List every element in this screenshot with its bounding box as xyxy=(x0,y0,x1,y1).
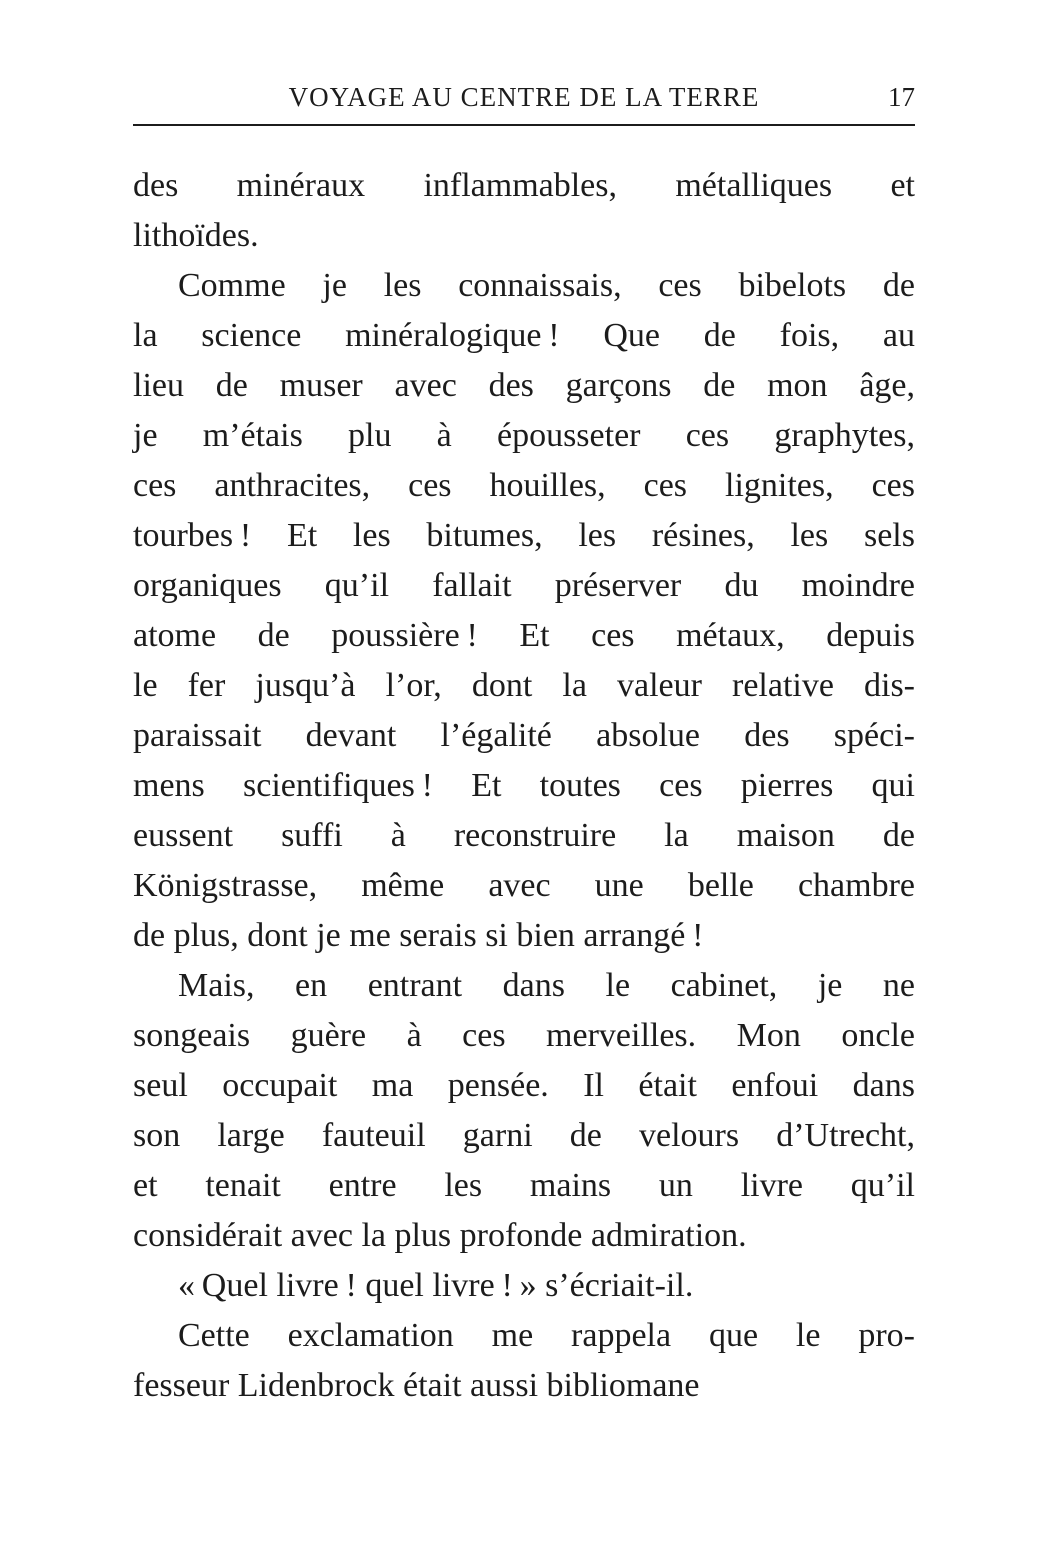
text-line: et tenait entre les mains un livre qu’il xyxy=(133,1167,915,1204)
text-line: son large fauteuil garni de velours d’Utrecht, xyxy=(133,1117,915,1154)
paragraph xyxy=(133,961,915,1261)
running-head-title: VOYAGE AU CENTRE DE LA TERRE xyxy=(288,82,760,112)
text-line: mens scientifiques ! Et toutes ces pierres qui xyxy=(133,767,915,804)
text-line: je m’étais plu à épousseter ces graphytes, xyxy=(133,417,915,454)
paragraph xyxy=(133,1311,915,1411)
text-line: lieu de muser avec des garçons de mon âge, xyxy=(133,367,915,404)
text-line: songeais guère à ces merveilles. Mon oncle xyxy=(133,1017,915,1054)
page-number: 17 xyxy=(888,82,915,112)
text-line: considérait avec la plus profonde admiration. xyxy=(133,1217,747,1254)
text-line: organiques qu’il fallait préserver du moindre xyxy=(133,567,915,604)
text-line: lithoïdes. xyxy=(133,217,259,254)
text-column xyxy=(133,161,915,1411)
text-line: la science minéralogique ! Que de fois, au xyxy=(133,317,915,354)
text-line: atome de poussière ! Et ces métaux, depuis xyxy=(133,617,915,654)
text-line: « Quel livre ! quel livre ! » s’écriait-il. xyxy=(178,1267,694,1304)
text-line: ces anthracites, ces houilles, ces lignites, ces xyxy=(133,467,915,504)
paragraph xyxy=(133,261,915,961)
text-line: des minéraux inflammables, métalliques et xyxy=(133,167,915,204)
text-line: paraissait devant l’égalité absolue des spéci- xyxy=(133,717,915,754)
header-rule xyxy=(133,124,915,126)
text-line: le fer jusqu’à l’or, dont la valeur relative dis- xyxy=(133,667,915,704)
text-line: fesseur Lidenbrock était aussi bibliomane xyxy=(133,1367,700,1404)
text-line: eussent suffi à reconstruire la maison de xyxy=(133,817,915,854)
text-line: seul occupait ma pensée. Il était enfoui dans xyxy=(133,1067,915,1104)
text-line: Mais, en entrant dans le cabinet, je ne xyxy=(178,967,915,1004)
paragraph xyxy=(133,1261,915,1311)
text-line: Cette exclamation me rappela que le pro- xyxy=(178,1317,915,1354)
text-line: de plus, dont je me serais si bien arrangé ! xyxy=(133,917,704,954)
text-line: Comme je les connaissais, ces bibelots de xyxy=(178,267,915,304)
paragraph xyxy=(133,161,915,261)
text-line: tourbes ! Et les bitumes, les résines, les sels xyxy=(133,517,915,554)
text-line: Königstrasse, même avec une belle chambre xyxy=(133,867,915,904)
